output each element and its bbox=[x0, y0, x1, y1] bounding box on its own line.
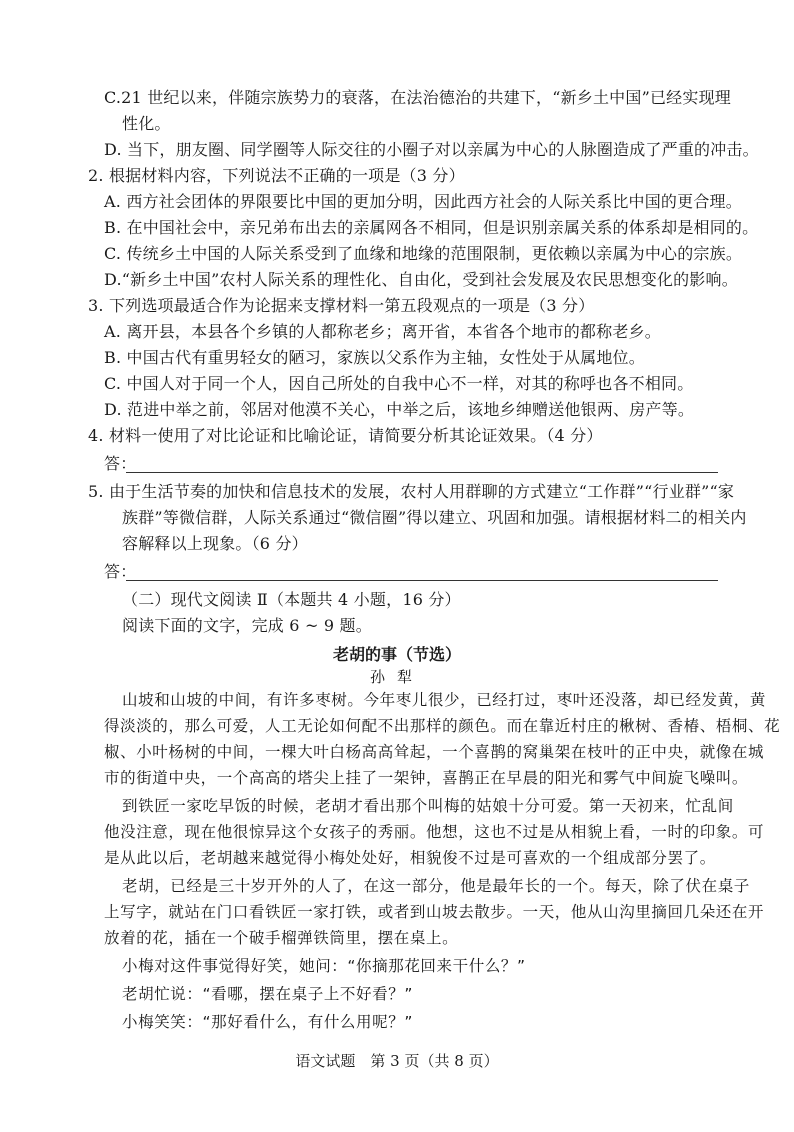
q1-option-c-line1: C.21 世纪以来，伴随宗族势力的衰落，在法治德治的共建下，“新乡土中国”已经实现理 bbox=[104, 88, 731, 107]
passage-line: 老胡，已经是三十岁开外的人了，在这一部分，他是最年长的一个。每天，除了伏在桌子 bbox=[122, 877, 750, 895]
question-5-line1: 5. 由于生活节奏的加快和信息技术的发展，农村人用群聊的方式建立“工作群”“行业群”“家 bbox=[88, 482, 735, 501]
passage-line: 椒、小叶杨树的中间，一棵大叶白杨高高耸起，一个喜鹊的窝巢架在枝叶的正中央，就像在城 bbox=[104, 743, 765, 761]
passage-title: 老胡的事（节选） bbox=[332, 645, 461, 664]
passage-line: 上写字，就站在门口看铁匠一家打铁，或者到山坡去散步。一天，他从山沟里摘回几朵还在开 bbox=[104, 903, 765, 921]
passage-line: 到铁匠一家吃早饭的时候，老胡才看出那个叫梅的姑娘十分可爱。第一天初来，忙乱间 bbox=[122, 797, 734, 815]
q5-answer-line[interactable] bbox=[126, 580, 718, 581]
question-4-stem: 4. 材料一使用了对比论证和比喻论证，请简要分析其论证效果。（4 分） bbox=[88, 426, 603, 445]
q3-option-b: B. 中国古代有重男轻女的陋习，家族以父系作为主轴，女性处于从属地位。 bbox=[104, 348, 645, 367]
question-5-line2: 族群”等微信群，人际关系通过“微信圈”得以建立、巩固和加强。请根据材料二的相关内 bbox=[122, 508, 747, 527]
passage-line: 老胡忙说：“看哪，摆在桌子上不好看？” bbox=[122, 985, 413, 1003]
passage-line: 放着的花，插在一个破手榴弹铁筒里，摆在桌上。 bbox=[104, 929, 459, 947]
q1-option-d: D. 当下，朋友圈、同学圈等人际交往的小圈子对以亲属为中心的人脉圈造成了严重的冲击。 bbox=[104, 140, 759, 159]
question-5-line3: 容解释以上现象。（6 分） bbox=[122, 534, 308, 553]
q2-option-b: B. 在中国社会中，亲兄弟布出去的亲属网各不相同，但是识别亲属关系的体系却是相同的。 bbox=[104, 218, 759, 237]
section-instruction: 阅读下面的文字，完成 6 ~ 9 题。 bbox=[122, 616, 372, 635]
passage-line: 小梅笑笑：“那好看什么，有什么用呢？” bbox=[122, 1013, 413, 1031]
q4-answer-label: 答： bbox=[104, 454, 137, 473]
passage-line: 市的街道中央，一个高高的塔尖上挂了一架钟，喜鹊正在早晨的阳光和雾气中间旋飞噪叫。 bbox=[104, 769, 749, 787]
passage-line: 山坡和山坡的中间，有许多枣树。今年枣儿很少，已经打过，枣叶还没落，却已经发黄，黄 bbox=[122, 691, 767, 709]
q3-option-d: D. 范进中举之前，邻居对他漠不关心，中举之后，该地乡绅赠送他银两、房产等。 bbox=[104, 400, 695, 419]
page-footer: 语文试题 第 3 页（共 8 页） bbox=[295, 1052, 499, 1070]
passage-line: 得淡淡的，那么可爱，人工无论如何配不出那样的颜色。而在靠近村庄的楸树、香椿、梧桐、花 bbox=[104, 717, 781, 735]
question-2-stem: 2. 根据材料内容，下列说法不正确的一项是（3 分） bbox=[88, 166, 465, 185]
q4-answer-line[interactable] bbox=[126, 472, 718, 473]
q3-option-a: A. 离开县，本县各个乡镇的人都称老乡；离开省，本省各个地市的都称老乡。 bbox=[104, 322, 661, 341]
passage-line: 他没注意，现在他很惊异这个女孩子的秀丽。他想，这也不过是从相貌上看，一时的印象。可 bbox=[104, 823, 765, 841]
q2-option-c: C. 传统乡土中国的人际关系受到了血缘和地缘的范围限制，更依赖以亲属为中心的宗族。 bbox=[104, 244, 743, 263]
passage-line: 是从此以后，老胡越来越觉得小梅处处好，相貌俊不过是可喜欢的一个组成部分罢了。 bbox=[104, 849, 716, 867]
q5-answer-label: 答： bbox=[104, 562, 137, 581]
q3-option-c: C. 中国人对于同一个人，因自己所处的自我中心不一样，对其的称呼也各不相同。 bbox=[104, 374, 694, 393]
passage-author: 孙犁 bbox=[369, 668, 424, 686]
q2-option-d: D.“新乡土中国”农村人际关系的理性化、自由化，受到社会发展及农民思想变化的影响。 bbox=[104, 270, 738, 289]
q2-option-a: A. 西方社会团体的界限要比中国的更加分明，因此西方社会的人际关系比中国的更合理。 bbox=[104, 192, 742, 211]
passage-line: 小梅对这件事觉得好笑，她问：“你摘那花回来干什么？” bbox=[122, 957, 526, 975]
question-3-stem: 3. 下列选项最适合作为论据来支撑材料一第五段观点的一项是（3 分） bbox=[88, 296, 595, 315]
q1-option-c-line2: 性化。 bbox=[122, 114, 171, 133]
section-heading: （二）现代文阅读 Ⅱ（本题共 4 小题，16 分） bbox=[122, 590, 461, 609]
